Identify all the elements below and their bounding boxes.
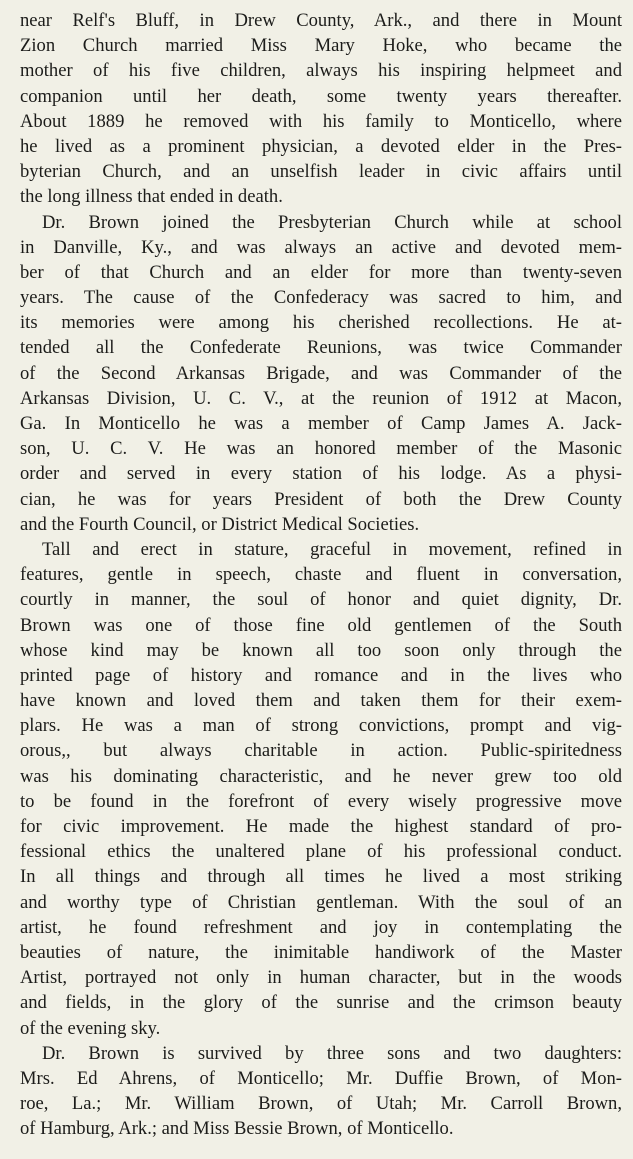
text-line: for civic improvement. He made the highest standard of pro- bbox=[20, 816, 622, 837]
text-line: he lived as a prominent physician, a devoted elder in the Pres- bbox=[20, 135, 622, 157]
text-line: near Relf's Bluff, in Drew County, Ark., and there in Mount bbox=[20, 10, 622, 31]
text-line: plars. He was a man of strong convictions, prompt and vig- bbox=[20, 715, 622, 737]
text-line: ber of that Church and an elder for more than twenty-seven bbox=[20, 261, 622, 283]
text-line: companion until her death, some twenty years thereafter. bbox=[20, 85, 622, 107]
text-line: and fields, in the glory of the sunrise and the crimson beauty bbox=[20, 992, 622, 1014]
text-line: whose kind may be known all too soon only through the bbox=[20, 639, 622, 661]
paragraph-4 bbox=[20, 1041, 622, 1142]
text-line: Dr. Brown is survived by three sons and two daughters: bbox=[42, 1042, 622, 1064]
text-line: beauties of nature, the inimitable handiwork of the Master bbox=[20, 941, 622, 963]
paragraph-2 bbox=[20, 210, 622, 537]
text-line: Brown was one of those fine old gentlemen of the South bbox=[20, 614, 622, 636]
text-line: byterian Church, and an unselfish leader in civic affairs until bbox=[20, 161, 622, 183]
text-line: cian, he was for years President of both the Drew County bbox=[20, 488, 622, 510]
text-line: Artist, portrayed not only in human character, but in the woods bbox=[20, 967, 622, 989]
text-line: the long illness that ended in death. bbox=[20, 186, 283, 208]
text-line: courtly in manner, the soul of honor and quiet dignity, Dr. bbox=[20, 589, 622, 611]
text-line: of the evening sky. bbox=[20, 1017, 161, 1039]
text-line: to be found in the forefront of every wisely progressive move bbox=[20, 790, 622, 812]
text-line: About 1889 he removed with his family to Monticello, where bbox=[20, 110, 622, 132]
text-line: fessional ethics the unaltered plane of his professional conduct. bbox=[20, 841, 622, 863]
text-line: and the Fourth Council, or District Medical Societies. bbox=[20, 513, 420, 535]
text-line: mother of his five children, always his inspiring helpmeet and bbox=[20, 60, 622, 82]
text-line: son, U. C. V. He was an honored member of the Masonic bbox=[20, 438, 622, 460]
text-line: years. The cause of the Confederacy was sacred to him, and bbox=[20, 287, 622, 309]
text-line: Ga. In Monticello he was a member of Camp James A. Jack- bbox=[20, 413, 622, 434]
text-line: have known and loved them and taken them for their exem- bbox=[20, 690, 622, 712]
text-line: Tall and erect in stature, graceful in movement, refined in bbox=[42, 538, 622, 560]
text-line: of the Second Arkansas Brigade, and was Commander of the bbox=[20, 362, 622, 384]
text-line: Dr. Brown joined the Presbyterian Church while at school bbox=[42, 211, 622, 233]
text-line: artist, he found refreshment and joy in contemplating the bbox=[20, 916, 622, 938]
document-page bbox=[20, 8, 622, 1141]
text-line: order and served in every station of his lodge. As a physi- bbox=[20, 463, 622, 485]
text-line: was his dominating characteristic, and he never grew too old bbox=[20, 765, 622, 787]
text-line: tended all the Confederate Reunions, was twice Commander bbox=[20, 337, 622, 359]
text-line: of Hamburg, Ark.; and Miss Bessie Brown, of Monticello. bbox=[20, 1118, 454, 1140]
text-line: roe, La.; Mr. William Brown, of Utah; Mr. Carroll Brown, bbox=[20, 1093, 622, 1115]
text-line: its memories were among his cherished recollections. He at- bbox=[20, 312, 622, 334]
text-line: and worthy type of Christian gentleman. With the soul of an bbox=[20, 891, 622, 913]
text-line: features, gentle in speech, chaste and fluent in conversation, bbox=[20, 564, 622, 586]
text-line: Zion Church married Miss Mary Hoke, who became the bbox=[20, 35, 622, 57]
text-line: in Danville, Ky., and was always an active and devoted mem- bbox=[20, 236, 622, 258]
text-line: Arkansas Division, U. C. V., at the reunion of 1912 at Macon, bbox=[20, 387, 622, 409]
text-line: printed page of history and romance and in the lives who bbox=[20, 664, 622, 686]
text-line: Mrs. Ed Ahrens, of Monticello; Mr. Duffie Brown, of Mon- bbox=[20, 1067, 622, 1089]
paragraph-3 bbox=[20, 537, 622, 1041]
text-line: orous,, but always charitable in action. Public-spiritedness bbox=[20, 740, 622, 762]
text-line: In all things and through all times he lived a most striking bbox=[20, 866, 622, 888]
paragraph-1 bbox=[20, 8, 622, 210]
